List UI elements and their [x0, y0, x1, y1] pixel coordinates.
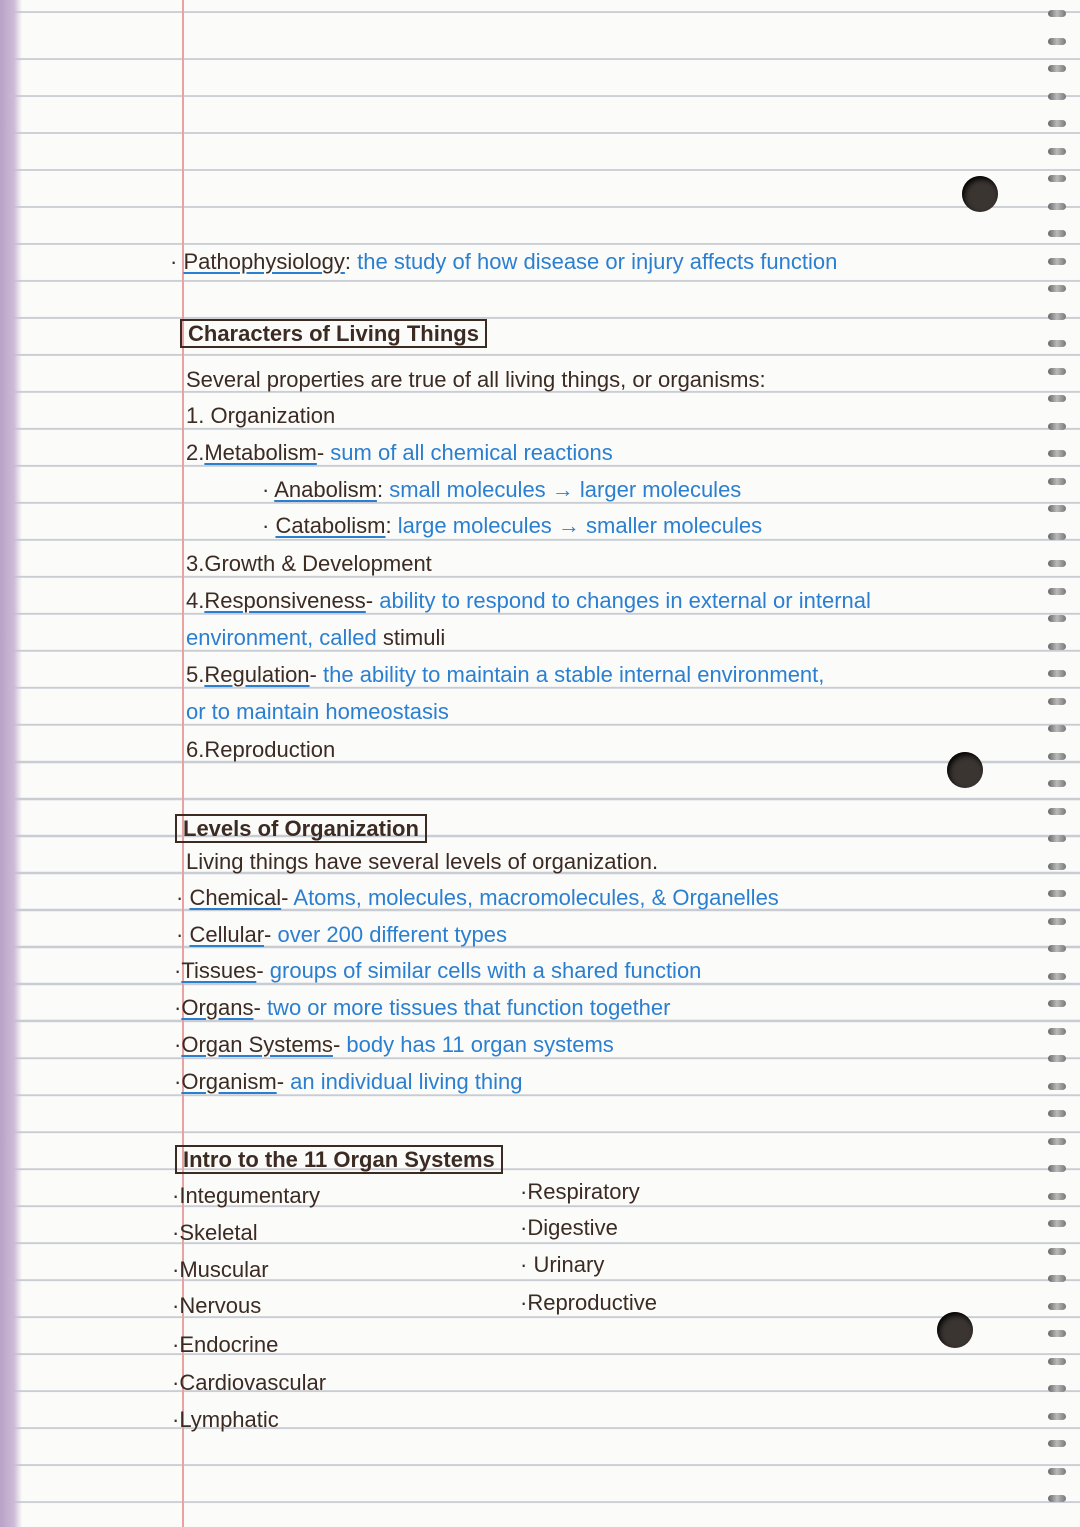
spiral-coil	[1048, 1055, 1066, 1062]
spiral-coil	[1048, 780, 1066, 787]
level-organ-systems: ·Organ Systems- body has 11 organ systems	[174, 1032, 614, 1057]
spiral-coil	[1048, 725, 1066, 732]
spiral-coil	[1048, 1110, 1066, 1117]
system-item: ·Integumentary	[172, 1183, 320, 1208]
system-item: ·Nervous	[172, 1293, 262, 1318]
heading-characters: Characters of Living Things	[180, 320, 487, 348]
spiral-coil	[1048, 1275, 1066, 1282]
spiral-coil	[1048, 698, 1066, 705]
heading-systems: Intro to the 11 Organ Systems	[175, 1146, 503, 1174]
level-cellular: · Cellular- over 200 different types	[176, 922, 508, 947]
system-item: ·Respiratory	[520, 1179, 640, 1204]
spiral-coil	[1048, 1413, 1066, 1420]
spiral-coil	[1048, 230, 1066, 237]
spiral-coil	[1048, 1165, 1066, 1172]
spiral-coil	[1048, 1000, 1066, 1007]
spiral-coil	[1048, 643, 1066, 650]
system-item: ·Muscular	[172, 1257, 269, 1282]
item-reproduction: 6.Reproduction	[186, 737, 336, 762]
level-organs: ·Organs- two or more tissues that function together	[174, 995, 671, 1020]
spiral-coil	[1048, 313, 1066, 320]
spiral-coil	[1048, 1138, 1066, 1145]
spiral-coil	[1048, 560, 1066, 567]
spiral-coil	[1048, 1248, 1066, 1255]
spiral-coil	[1048, 93, 1066, 100]
levels-lead: Living things have several levels of organization.	[186, 849, 659, 874]
spiral-coil	[1048, 65, 1066, 72]
item-responsiveness: 4.Responsiveness- ability to respond to changes in external or internal	[186, 588, 871, 613]
level-organism: ·Organism- an individual living thing	[174, 1069, 523, 1094]
spiral-coil	[1048, 1303, 1066, 1310]
spiral-coil	[1048, 1193, 1066, 1200]
spiral-coil	[1048, 945, 1066, 952]
item-organization: 1. Organization	[186, 403, 336, 428]
sub-catabolism: · Catabolism: large molecules → smaller molecules	[262, 513, 763, 538]
system-item: ·Digestive	[520, 1215, 618, 1240]
system-item: ·Skeletal	[172, 1220, 258, 1245]
spiral-coil	[1048, 38, 1066, 45]
spiral-coil	[1048, 203, 1066, 210]
spiral-coil	[1048, 450, 1066, 457]
spiral-coil	[1048, 1330, 1066, 1337]
system-item: · Urinary	[520, 1252, 605, 1277]
spiral-coil	[1048, 395, 1066, 402]
spiral-coil	[1048, 10, 1066, 17]
spiral-binding	[1030, 0, 1080, 1527]
spiral-coil	[1048, 1358, 1066, 1365]
system-item: ·Lymphatic	[172, 1407, 279, 1432]
system-item: ·Reproductive	[520, 1290, 657, 1315]
sub-anabolism: · Anabolism: small molecules → larger molecules	[262, 477, 742, 502]
spiral-coil	[1048, 285, 1066, 292]
spiral-coil	[1048, 1385, 1066, 1392]
spiral-coil	[1048, 120, 1066, 127]
spiral-coil	[1048, 1083, 1066, 1090]
punch-hole	[962, 176, 998, 212]
spiral-coil	[1048, 835, 1066, 842]
punch-hole	[937, 1312, 973, 1348]
item-metabolism: 2.Metabolism- sum of all chemical reactions	[186, 440, 613, 465]
punch-hole	[947, 752, 983, 788]
spiral-coil	[1048, 423, 1066, 430]
spiral-coil	[1048, 478, 1066, 485]
item-responsiveness-cont: environment, called stimuli	[186, 625, 446, 650]
spiral-coil	[1048, 340, 1066, 347]
spiral-coil	[1048, 973, 1066, 980]
spiral-coil	[1048, 533, 1066, 540]
spiral-coil	[1048, 1468, 1066, 1475]
level-tissues: ·Tissues- groups of similar cells with a shared function	[174, 958, 702, 983]
spiral-coil	[1048, 615, 1066, 622]
system-item: ·Endocrine	[172, 1332, 279, 1357]
spiral-coil	[1048, 918, 1066, 925]
spiral-coil	[1048, 588, 1066, 595]
spiral-coil	[1048, 368, 1066, 375]
spiral-coil	[1048, 505, 1066, 512]
spiral-coil	[1048, 863, 1066, 870]
system-item: ·Cardiovascular	[172, 1370, 327, 1395]
spiral-coil	[1048, 175, 1066, 182]
level-chemical: · Chemical- Atoms, molecules, macromolecules, & Organelles	[176, 885, 779, 910]
spiral-coil	[1048, 148, 1066, 155]
item-growth: 3.Growth & Development	[186, 551, 432, 576]
spiral-coil	[1048, 670, 1066, 677]
spiral-coil	[1048, 1220, 1066, 1227]
heading-levels: Levels of Organization	[175, 815, 427, 843]
spiral-coil	[1048, 753, 1066, 760]
spiral-coil	[1048, 258, 1066, 265]
pathophysiology-line: · Pathophysiology: the study of how disease or injury affects function	[170, 249, 838, 274]
item-regulation: 5.Regulation- the ability to maintain a stable internal environment,	[186, 662, 825, 687]
spiral-coil	[1048, 1028, 1066, 1035]
item-regulation-cont: or to maintain homeostasis	[186, 699, 449, 724]
spiral-coil	[1048, 1495, 1066, 1502]
characters-lead: Several properties are true of all living things, or organisms:	[186, 367, 766, 392]
spiral-coil	[1048, 1440, 1066, 1447]
spiral-coil	[1048, 890, 1066, 897]
spiral-coil	[1048, 808, 1066, 815]
